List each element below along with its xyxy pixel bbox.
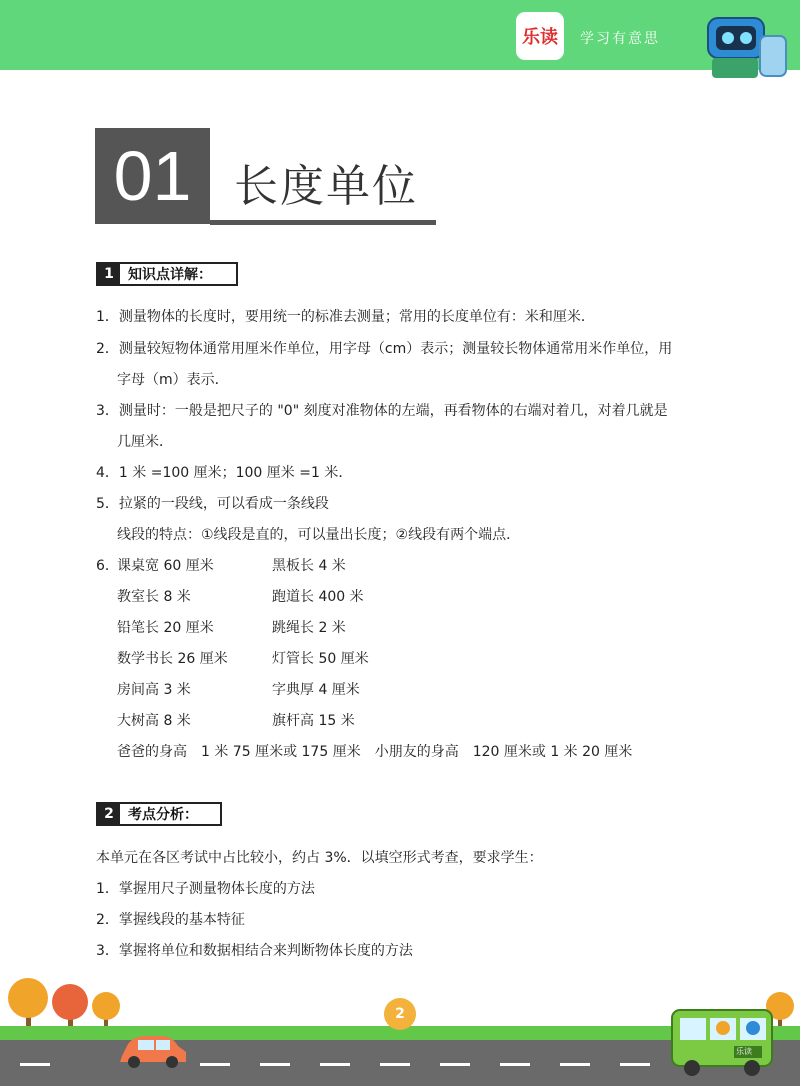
chapter-title: 长度单位 <box>234 161 418 212</box>
knowledge-line: 线段的特点：①线段是直的，可以量出长度；②线段有两个端点． <box>117 527 521 543</box>
road-dash <box>620 1063 650 1066</box>
example-right: 旗杆高 15 米 <box>272 713 355 729</box>
example-left: 大树高 8 米 <box>117 713 191 729</box>
example-left: 课桌宽 60 厘米 <box>117 558 214 574</box>
example-right: 黑板长 4 米 <box>272 558 346 574</box>
knowledge-line: 1．测量物体的长度时，要用统一的标准去测量；常用的长度单位有：米和厘米． <box>96 309 595 325</box>
section-2-title: 考点分析： <box>128 807 198 823</box>
example-left: 教室长 8 米 <box>117 589 191 605</box>
example-last-line: 爸爸的身高 1 米 75 厘米或 175 厘米 小朋友的身高 120 厘米或 1 米 20 厘米 <box>117 744 633 760</box>
knowledge-line: 5．拉紧的一段线，可以看成一条线段 <box>96 496 329 512</box>
analysis-line: 1．掌握用尺子测量物体长度的方法 <box>96 881 315 897</box>
logo-text: 乐读 <box>522 27 558 48</box>
example-right: 字典厚 4 厘米 <box>272 682 360 698</box>
road-dash <box>380 1063 410 1066</box>
example-right: 灯管长 50 厘米 <box>272 651 369 667</box>
section-2-header <box>96 802 222 826</box>
examples-prefix: 6． <box>96 558 119 574</box>
robot-mascot-icon <box>690 12 790 78</box>
section-2-number: 2 <box>98 804 120 824</box>
road-dash <box>560 1063 590 1066</box>
analysis-line: 本单元在各区考试中占比较小，约占 3%．以填空形式考查，要求学生： <box>96 850 543 866</box>
knowledge-line: 4．1 米 =100 厘米；100 厘米 =1 米． <box>96 465 353 481</box>
example-left: 房间高 3 米 <box>117 682 191 698</box>
road-dash <box>440 1063 470 1066</box>
road-dash <box>200 1063 230 1066</box>
analysis-line: 2．掌握线段的基本特征 <box>96 912 245 928</box>
brand-logo <box>516 12 564 60</box>
road-dash <box>320 1063 350 1066</box>
knowledge-line: 字母（m）表示． <box>117 372 229 388</box>
trees-left-icon <box>0 972 130 1032</box>
car-icon <box>116 1030 190 1070</box>
title-underline <box>210 220 436 225</box>
road-dash <box>260 1063 290 1066</box>
section-1-title: 知识点详解： <box>128 267 212 283</box>
example-left: 数学书长 26 厘米 <box>117 651 228 667</box>
section-1-header <box>96 262 238 286</box>
road-dash <box>20 1063 50 1066</box>
example-right: 跳绳长 2 米 <box>272 620 346 636</box>
example-right: 跑道长 400 米 <box>272 589 364 605</box>
example-left: 铅笔长 20 厘米 <box>117 620 214 636</box>
header-bar <box>0 0 800 70</box>
knowledge-line: 3．测量时：一般是把尺子的 "0" 刻度对准物体的左端，再看物体的右端对着几，对着几就是 <box>96 403 668 419</box>
bus-icon <box>668 1006 776 1080</box>
chapter-number: 01 <box>95 128 210 224</box>
knowledge-line: 几厘米． <box>117 434 173 450</box>
analysis-line: 3．掌握将单位和数据相结合来判断物体长度的方法 <box>96 943 413 959</box>
section-1-number: 1 <box>98 264 120 284</box>
page-number-badge <box>384 998 416 1030</box>
page-number: 2 <box>395 1006 405 1022</box>
bus-label: 乐读 <box>736 1047 752 1056</box>
knowledge-line: 2．测量较短物体通常用厘米作单位，用字母（cm）表示；测量较长物体通常用米作单位，用 <box>96 341 673 357</box>
road-dash <box>500 1063 530 1066</box>
slogan: 学习有意思 <box>580 31 660 47</box>
